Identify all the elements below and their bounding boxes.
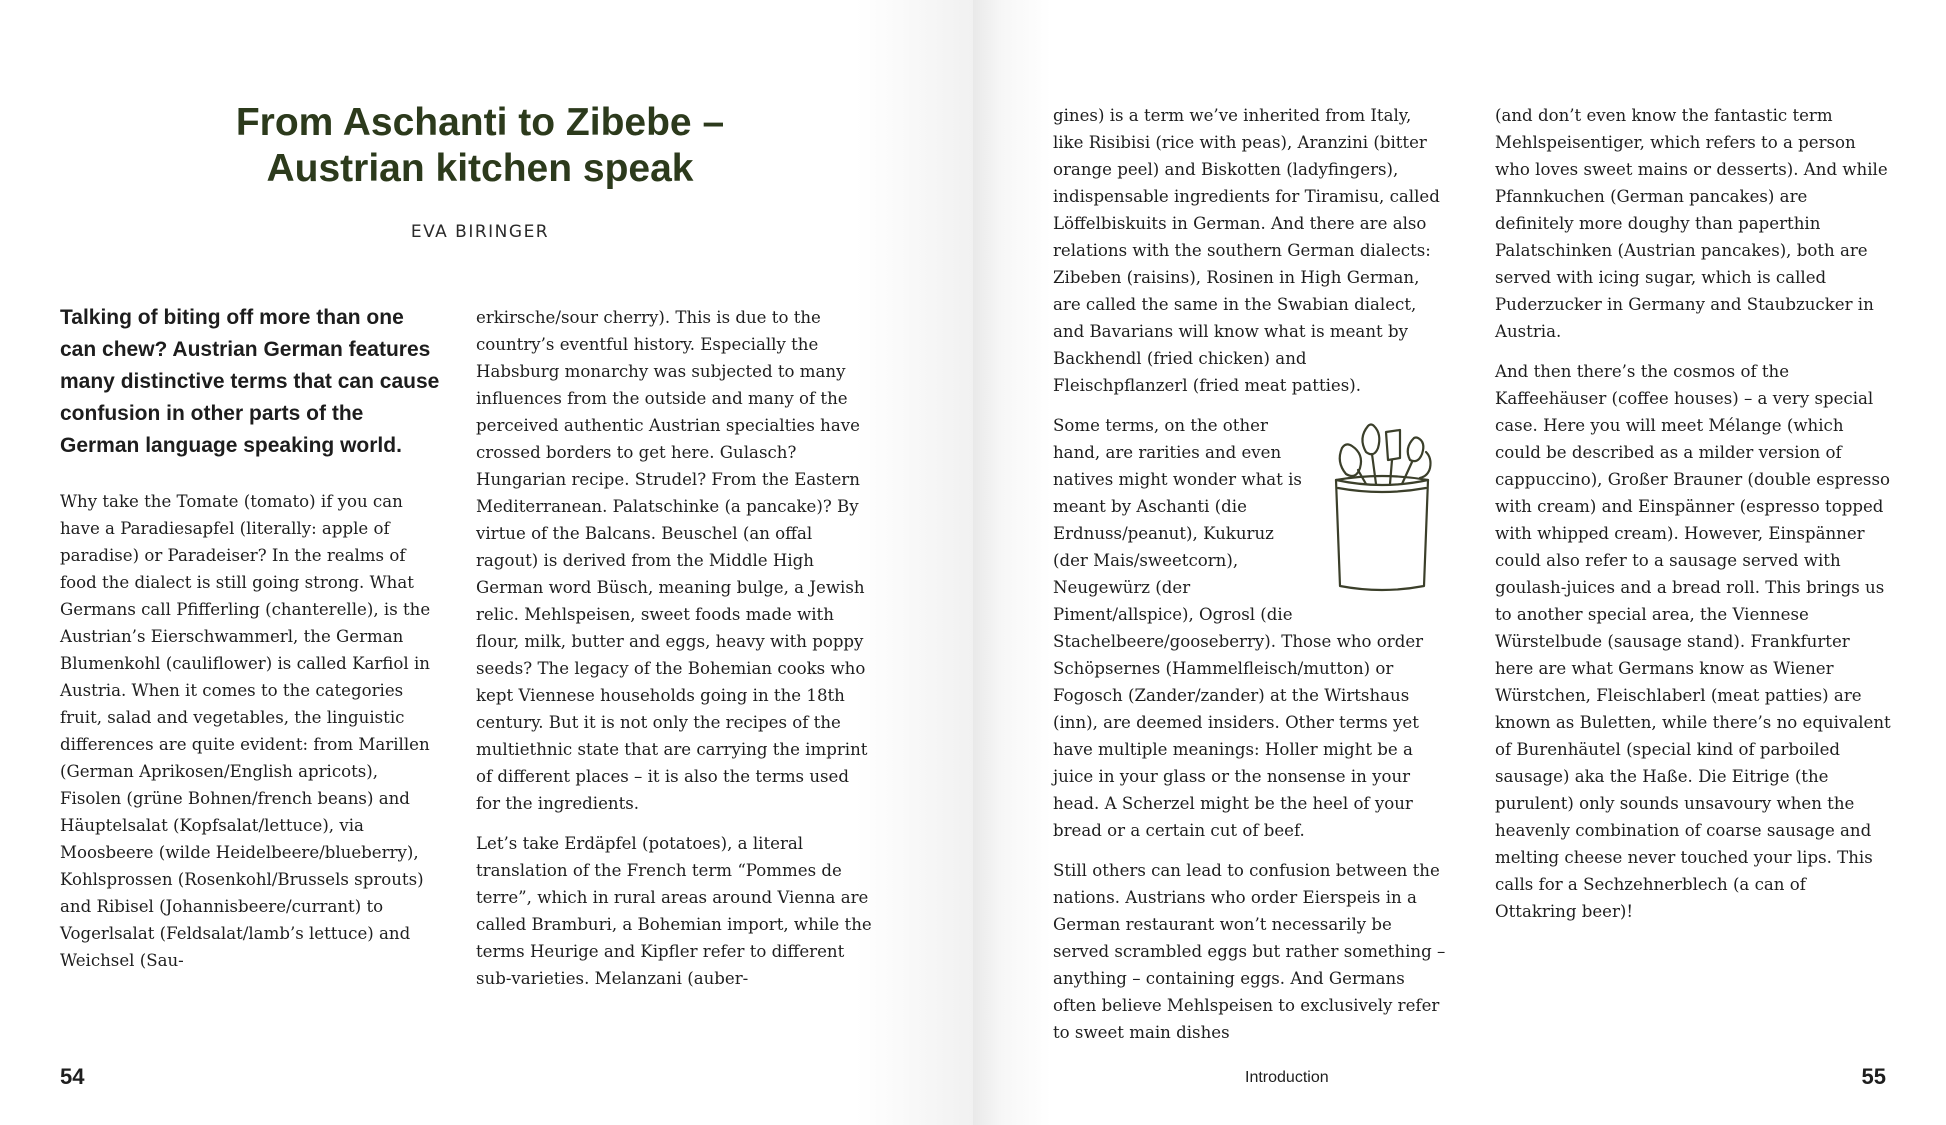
column-2 (476, 304, 876, 1005)
body-paragraph: And then there’s the cosmos of the Kaffeehäuser (coffee houses) – a very special case. Here you will meet Mélange (which could be described as a milder version of cappuccino), Großer Brauner (double espresso with cream) and Einspänner (espresso topped with whipped cream). However, Einspänner could also refer to a sausage served with goulash-juices and a bread roll. This brings us to another special area, the Viennese Würstelbude (sausage stand). Frankfurter here are what Germans know as Wiener Würstchen, Fleischlaberl (meat patties) are known as Buletten, while there’s no equivalent of Burenhäutel (special kind of parboiled sausage) aka the Haße. Die Eitrige (the purulent) only sounds unsavoury when the heavenly combination of coarse sausage and melting cheese never touched your lips. This calls for a Sechzehnerblech (a can of Ottakring beer)! (1495, 362, 1891, 921)
title-line-2: Austrian kitchen speak (266, 147, 694, 190)
page-number-right: 55 (1861, 1064, 1886, 1089)
body-paragraph: erkirsche/sour cherry). This is due to the country’s eventful history. Especially the Habsburg monarchy was subjected to many influences from the outside and many of the perceived authentic Austrian specialties have crossed borders to get here. Gulasch? Hungarian recipe. Strudel? From the Eastern Mediterranean. Palatschinke (a pancake)? By virtue of the Balcans. Beuschel (an offal ragout) is derived from the Middle High German word Büsch, meaning bulge, a Jewish relic. Mehlspeisen, sweet foods made with flour, milk, butter and eggs, heavy with poppy seeds? The legacy of the Bohemian cooks who kept Viennese households going in the 18th century. But it is not only the recipes of the multiethnic state that are carrying the imprint of different places – it is also the terms used for the ingredients. (476, 308, 868, 813)
body-paragraph: Some terms, on the other hand, are rarities and even natives might wonder what is meant by Aschanti (die Erdnuss/peanut), Kukuruz (der Mais/sweetcorn), Neugewürz (der Piment/allspice), Ogrosl (die Stachelbeere/gooseberry). Those who order Schöpsernes (Hammelfleisch/mutton) or Fogosch (Zander/zander) at the Wirtshaus (inn), are deemed insiders. Other terms yet have multiple meanings: Holler might be a juice in your glass or the nonsense in your head. A Scherzel might be the heel of your bread or a certain cut of beef. (1053, 416, 1424, 840)
body-paragraph: gines) is a term we’ve inherited from Italy, like Risibisi (rice with peas), Aranzini (bitter orange peel) and Biskotten (ladyfingers), indispensable ingredients for Tiramisu, called Löffelbiskuits in German. And there are also relations with the southern German dialects: Zibeben (raisins), Rosinen in High German, are called the same in the Swabian dialect, and Bavarians will know what is meant by Backhendl (fried chicken) and Fleischpflanzerl (fried meat patties). (1053, 106, 1440, 395)
body-paragraph: Still others can lead to confusion between the nations. Austrians who order Eierspeis in a German restaurant won’t necessarily be served scrambled eggs but rather something – anything – containing eggs. And Germans often believe Mehlspeisen to exclusively refer to sweet main dishes (1053, 861, 1446, 1042)
section-label: Introduction (1245, 1069, 1329, 1086)
body-paragraph: (and don’t even know the fantastic term Mehlspeisentiger, which refers to a person who loves sweet mains or desserts). And while Pfannkuchen (German pancakes) are definitely more doughy than paperthin Palatschinken (Austrian pancakes), both are served with icing sugar, which is called Puderzucker in Germany and Staubzucker in Austria. (1495, 106, 1888, 341)
utensil-jar-icon (1322, 418, 1442, 598)
article-title (150, 100, 810, 192)
body-paragraph: Why take the Tomate (tomato) if you can have a Paradiesapfel (literally: apple of paradise) or Paradeiser? In the realms of food the dialect is still going strong. What Germans call Pfifferling (chanterelle), is the Austrian’s Eierschwammerl, the German Blumenkohl (cauliflower) is called Karfiol in Austria. When it comes to the categories fruit, salad and vegetables, the linguistic differences are quite evident: from Marillen (German Aprikosen/English apricots), Fisolen (grüne Bohnen/french beans) and Häuptelsalat (Kopfsalat/lettuce), via Moosbeere (wilde Heidelbeere/blueberry), Kohlsprossen (Rosenkohl/Brussels sprouts) and Ribisel (Johannisbeere/currant) to Vogerlsalat (Feldsalat/lamb’s lettuce) and Weichsel (Sau- (60, 492, 431, 970)
lead-paragraph: Talking of biting off more than one can chew? Austrian German features many distinctive terms that can cause confusion in other parts of the German language speaking world. (60, 306, 440, 457)
page-number-left: 54 (60, 1064, 85, 1089)
title-line-1: From Aschanti to Zibebe – (235, 101, 725, 144)
body-paragraph: Let’s take Erdäpfel (potatoes), a literal translation of the French term “Pommes de terre”, which in rural areas around Vienna are called Bramburi, a Bohemian import, while the terms Heurige and Kipfler refer to different sub-varieties. Melanzani (auber- (476, 834, 872, 988)
right-page (973, 0, 1946, 1125)
author-name: EVA BIRINGER (410, 222, 550, 242)
column-1 (60, 302, 443, 987)
column-4 (1495, 102, 1891, 938)
column-3 (1053, 102, 1446, 1059)
